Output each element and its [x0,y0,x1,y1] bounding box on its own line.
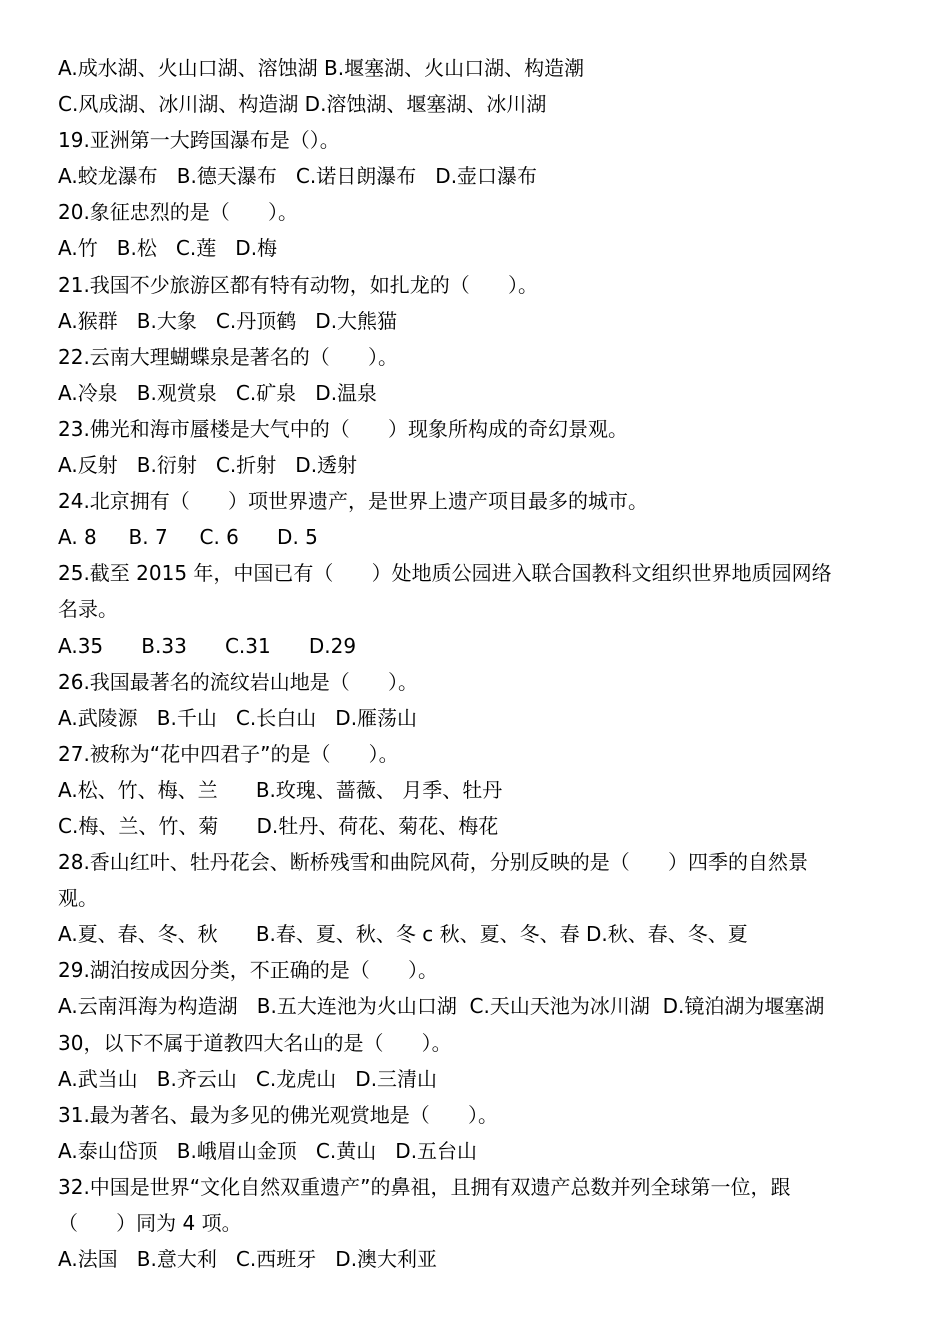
options-28: A.夏、春、冬、秋 B.春、夏、秋、冬 c 秋、夏、冬、春 D.秋、春、冬、夏 [58,922,748,947]
options-31: A.泰山岱顶 B.峨眉山金顶 C.黄山 D.五台山 [58,1138,478,1163]
options-27-cd: C.梅、兰、竹、菊 D.牡丹、荷花、菊花、梅花 [58,813,499,838]
options-30: A.武当山 B.齐云山 C.龙虎山 D.三清山 [58,1066,438,1091]
question-22: 22.云南大理蝴蝶泉是著名的（ ）。 [58,344,398,369]
question-19: 19.亚洲第一大跨国瀑布是（）。 [58,128,340,153]
options-19: A.蛟龙瀑布 B.德天瀑布 C.诺日朗瀑布 D.壶口瀑布 [58,164,538,189]
question-21: 21.我国不少旅游区都有特有动物，如扎龙的（ ）。 [58,272,538,297]
question-32: 32.中国是世界“文化自然双重遗产”的鼻祖，且拥有双遗产总数并列全球第一位，跟 [58,1174,791,1199]
options-29: A.云南洱海为构造湖 B.五大连池为火山口湖 C.天山天池为冰川湖 D.镜泊湖为堰塞湖 [58,994,825,1019]
options-32: A.法国 B.意大利 C.西班牙 D.澳大利亚 [58,1247,438,1272]
options-23: A.反射 B.衍射 C.折射 D.透射 [58,453,358,478]
question-32-continued: （ ）同为 4 项。 [58,1211,242,1235]
text-line-2: C.风成湖、冰川湖、构造湖 D.溶蚀湖、堰塞湖、冰川湖 [58,92,547,117]
question-24: 24.北京拥有（ ）项世界遗产，是世界上遗产项目最多的城市。 [58,489,648,514]
question-29: 29.湖泊按成因分类，不正确的是（ ）。 [58,958,438,983]
question-26: 26.我国最著名的流纹岩山地是（ ）。 [58,669,418,694]
options-25: A.35 B.33 C.31 D.29 [58,633,357,658]
options-22: A.冷泉 B.观赏泉 C.矿泉 D.温泉 [58,380,378,405]
question-25-continued: 名录。 [58,597,118,622]
question-30: 30，以下不属于道教四大名山的是（ ）。 [58,1030,452,1055]
options-27-ab: A.松、竹、梅、兰 B.玫瑰、蔷薇、 月季、牡丹 [58,777,503,802]
question-20: 20.象征忠烈的是（ ）。 [58,200,298,225]
question-28-continued: 观。 [58,886,98,911]
options-26: A.武陵源 B.千山 C.长白山 D.雁荡山 [58,705,418,730]
question-list [58,50,898,1277]
question-23: 23.佛光和海市蜃楼是大气中的（ ）现象所构成的奇幻景观。 [58,416,628,441]
options-20: A.竹 B.松 C.莲 D.梅 [58,236,278,261]
options-24: A. 8 B. 7 C. 6 D. 5 [58,525,318,550]
question-31: 31.最为著名、最为多见的佛光观赏地是（ ）。 [58,1102,498,1127]
question-25: 25.截至 2015 年，中国已有（ ）处地质公园进入联合国教科文组织世界地质园网络 [58,561,832,586]
question-28: 28.香山红叶、牡丹花会、断桥残雪和曲院风荷，分别反映的是（ ）四季的自然景 [58,850,808,875]
question-27: 27.被称为“花中四君子”的是（ ）。 [58,741,399,766]
options-21: A.猴群 B.大象 C.丹顶鹤 D.大熊猫 [58,308,398,333]
text-line-1: A.成水湖、火山口湖、溶蚀湖 B.堰塞湖、火山口湖、构造潮 [58,56,585,80]
